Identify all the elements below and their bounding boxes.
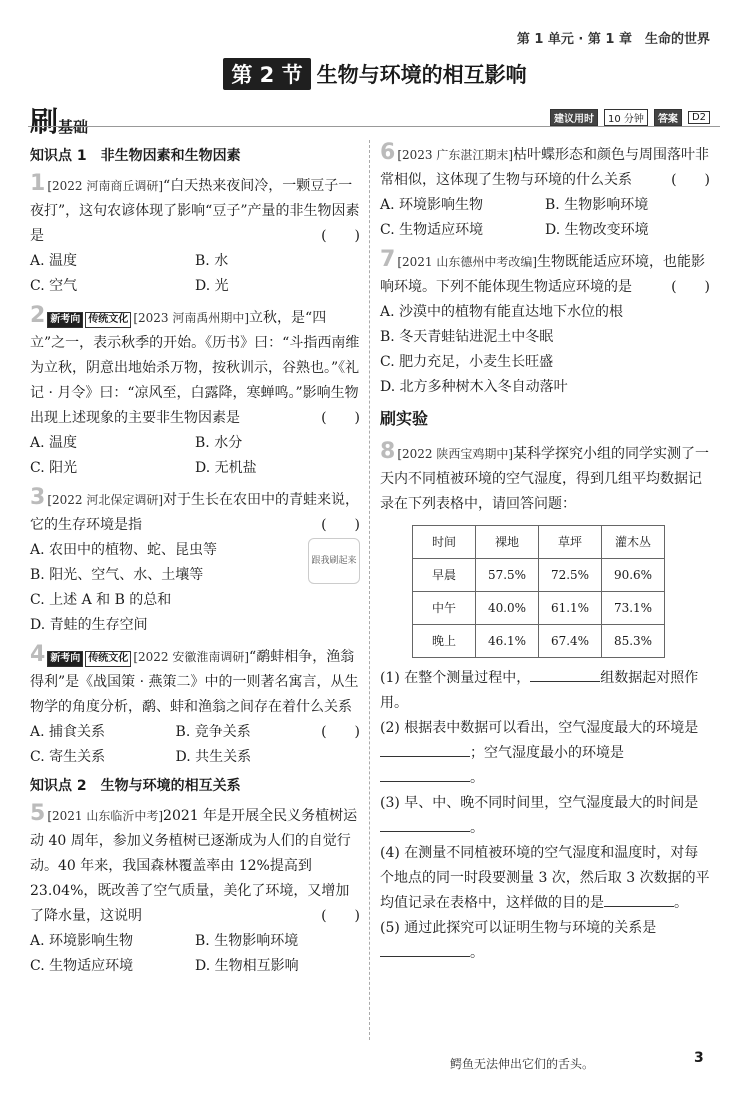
option-a: A. 温度: [30, 253, 78, 269]
question-text: 对于生长在农田中的青蛙来说，它的生存环境是指: [30, 492, 360, 533]
option-a: A. 沙漠中的植物有能直达地下水位的根: [380, 304, 624, 320]
question-number: 5: [30, 801, 46, 826]
sub-question-text: 。: [674, 895, 688, 911]
option-b: B. 冬天青蛙钻进泥土中冬眠: [380, 329, 554, 345]
option-a: A. 环境影响生物: [380, 197, 484, 213]
option-d: D. 青蛙的生存空间: [30, 617, 148, 633]
sub-question-text: (3) 早、中、晚不同时间里，空气湿度最大的时间是: [380, 795, 699, 811]
option-c: C. 生物适应环境: [30, 958, 134, 974]
sub-question-text: 组数据起对照作用。: [380, 670, 699, 711]
culture-tag: 传统文化: [85, 651, 131, 667]
answer-blank[interactable]: [530, 667, 600, 682]
option-b: B. 阳光、空气、水、土壤等: [30, 567, 204, 583]
section-badge: 第 2 节: [223, 58, 310, 90]
table-cell: 46.1%: [476, 625, 539, 658]
sub-question-text: 。: [470, 820, 484, 836]
question-7: [380, 247, 710, 400]
section-title: [0, 58, 750, 90]
answer-paren: ( ): [321, 228, 360, 244]
chapter-label: 第 1 单元 · 第 1 章 生命的世界: [516, 32, 710, 47]
options: [30, 249, 360, 299]
option-d: D. 生物相互影响: [195, 958, 299, 974]
answer-blank[interactable]: [380, 742, 470, 757]
question-number: 1: [30, 171, 46, 196]
time-value: 10 分钟: [604, 109, 648, 126]
question-source: [2022 陕西宝鸡期中]: [397, 447, 514, 461]
sub-question-1: [380, 666, 710, 716]
left-column: [30, 140, 360, 983]
option-d: D. 生物改变环境: [545, 222, 649, 238]
right-column: [380, 140, 710, 970]
table-cell: 90.6%: [602, 559, 665, 592]
answer-blank[interactable]: [380, 942, 470, 957]
time-label: 建议用时: [550, 109, 598, 126]
column-divider: [369, 140, 370, 1040]
knowledge-point-2: 知识点 2 生物与环境的相互关系: [30, 778, 241, 794]
time-box: [550, 109, 710, 126]
option-d: D. 光: [195, 278, 229, 294]
option-b: B. 竞争关系: [175, 724, 251, 740]
sub-question-3: [380, 791, 710, 841]
answer-blank[interactable]: [380, 817, 470, 832]
new-direction-tag: 新考向: [47, 651, 83, 667]
option-a: A. 捕食关系: [30, 724, 106, 740]
options: [30, 431, 360, 481]
sub-question-text: 。: [470, 770, 484, 786]
answer-value: D2: [688, 111, 710, 124]
question-number: 2: [30, 303, 46, 328]
question-number: 3: [30, 485, 46, 510]
table-cell: 早晨: [413, 559, 476, 592]
answer-paren: ( ): [321, 724, 360, 740]
top-bar: [0, 0, 750, 48]
table-cell: 72.5%: [539, 559, 602, 592]
humidity-table: [412, 525, 665, 658]
sub-question-text: ；空气湿度最小的环境是: [470, 745, 624, 761]
brush-small: 基础: [58, 118, 89, 136]
option-b: B. 水: [195, 253, 229, 269]
table-cell: 85.3%: [602, 625, 665, 658]
answer-label: 答案: [654, 109, 682, 126]
sub-question-4: [380, 841, 710, 916]
question-6: [380, 140, 710, 243]
options: [30, 929, 360, 979]
table-cell: 67.4%: [539, 625, 602, 658]
page-number: 3: [694, 1050, 704, 1066]
question-source: [2021 山东德州中考改编]: [397, 255, 538, 269]
options: [30, 538, 360, 638]
sub-question-5: [380, 916, 710, 966]
table-cell: 57.5%: [476, 559, 539, 592]
sub-question-text: 。: [470, 945, 484, 961]
question-number: 6: [380, 140, 396, 165]
knowledge-point-1: 知识点 1 非生物因素和生物因素: [30, 148, 241, 164]
options: [380, 193, 710, 243]
option-c: C. 生物适应环境: [380, 222, 484, 238]
options: [30, 720, 321, 770]
table-cell: 晚上: [413, 625, 476, 658]
option-b: B. 生物影响环境: [545, 197, 649, 213]
table-cell: 中午: [413, 592, 476, 625]
question-4: [30, 642, 360, 770]
sub-question-text: (5) 通过此探究可以证明生物与环境的关系是: [380, 920, 657, 936]
question-5: [30, 801, 360, 979]
brush-big: 刷: [30, 105, 59, 138]
table-header: 草坪: [539, 526, 602, 559]
question-number: 8: [380, 439, 396, 464]
option-d: D. 北方多种树木入冬自动落叶: [380, 379, 568, 395]
answer-paren: ( ): [671, 279, 710, 295]
question-text: 生物既能适应环境，也能影响环境。下列不能体现生物适应环境的是: [380, 254, 706, 295]
question-text: “鹬蚌相争，渔翁得利”是《战国策 · 燕策二》中的一则著名寓言，从生物学的角度分析，鹬、蚌和渔翁之间存在着什么关系: [30, 649, 359, 715]
option-d: D. 无机盐: [195, 460, 257, 476]
question-source: [2023 河南禹州期中]: [133, 311, 250, 325]
brush-heading: [30, 100, 88, 140]
question-source: [2022 安徽淮南调研]: [133, 650, 250, 664]
question-text: “白天热来夜间冷，一颗豆子一夜打”，这句农谚体现了影响“豆子”产量的非生物因素是: [30, 178, 360, 244]
question-source: [2022 河南商丘调研]: [47, 179, 164, 193]
answer-blank[interactable]: [380, 767, 470, 782]
question-3: [30, 485, 360, 638]
new-direction-tag: 新考向: [47, 312, 83, 328]
question-number: 7: [380, 247, 396, 272]
option-c: C. 寄生关系: [30, 749, 106, 765]
question-text: 2021 年是开展全民义务植树运动 40 周年，参加义务植树已逐渐成为人们的自觉行动。40 年来，我国森林覆盖率由 12%提高到 23.04%，既改善了空气质量，美化了环境，又增加了降水量，这说明: [30, 808, 358, 924]
experiment-section-heading: 刷实验: [380, 409, 429, 428]
question-8: [380, 439, 710, 966]
answer-paren: ( ): [321, 517, 360, 533]
question-source: [2021 山东临沂中考]: [47, 809, 164, 823]
option-b: B. 生物影响环境: [195, 933, 299, 949]
options: [380, 300, 710, 400]
sub-question-2: [380, 716, 710, 791]
question-1: [30, 171, 360, 299]
table-header: 裸地: [476, 526, 539, 559]
sub-question-text: (1) 在整个测量过程中，: [380, 670, 531, 686]
option-b: B. 水分: [195, 435, 243, 451]
option-a: A. 温度: [30, 435, 78, 451]
option-c: C. 空气: [30, 278, 78, 294]
option-d: D. 共生关系: [175, 749, 252, 765]
table-header: 灌木丛: [602, 526, 665, 559]
table-row: [413, 559, 665, 592]
option-a: A. 环境影响生物: [30, 933, 134, 949]
table-cell: 73.1%: [602, 592, 665, 625]
option-c: C. 上述 A 和 B 的总和: [30, 592, 172, 608]
question-number: 4: [30, 642, 46, 667]
section-title-text: 生物与环境的相互影响: [316, 63, 527, 87]
table-row: [413, 592, 665, 625]
table-row: [413, 625, 665, 658]
answer-paren: ( ): [321, 410, 360, 426]
table-cell: 61.1%: [539, 592, 602, 625]
question-text: 某科学探究小组的同学实测了一天内不同植被环境的空气湿度，得到几组平均数据记录在下列表格中，请回答问题：: [380, 446, 710, 512]
option-c: C. 肥力充足，小麦生长旺盛: [380, 354, 554, 370]
table-header-row: [413, 526, 665, 559]
table-cell: 40.0%: [476, 592, 539, 625]
option-c: C. 阳光: [30, 460, 78, 476]
culture-tag: 传统文化: [85, 312, 131, 328]
footer-fact: 鳄鱼无法伸出它们的舌头。: [450, 1057, 595, 1071]
answer-blank[interactable]: [604, 892, 674, 907]
mascot-illustration: 跟我刷起来: [308, 538, 360, 584]
sub-question-text: (4) 在测量不同植被环境的空气湿度和温度时，对每个地点的同一时段要测量 3 次，然后取 3 次数据的平均值记录在表格中，这样做的目的是: [380, 845, 710, 911]
table-header: 时间: [413, 526, 476, 559]
question-source: [2022 河北保定调研]: [47, 493, 164, 507]
option-a: A. 农田中的植物、蛇、昆虫等: [30, 542, 218, 558]
question-2: [30, 303, 360, 481]
answer-paren: ( ): [671, 172, 710, 188]
answer-paren: ( ): [321, 908, 360, 924]
question-source: [2023 广东湛江期末]: [397, 148, 514, 162]
question-text: 立秋，是“四立”之一，表示秋季的开始。《历书》曰：“斗指西南维为立秋，阴意出地始杀万物，按秋训示，谷熟也。”《礼记 · 月令》曰：“凉风至，白露降，寒蝉鸣。”影响生物出现上述现象的主要非生物因素是: [30, 310, 360, 426]
sub-question-text: (2) 根据表中数据可以看出，空气湿度最大的环境是: [380, 720, 699, 736]
header-rule: [28, 126, 720, 127]
question-text: 枯叶蝶形态和颜色与周围落叶非常相似，这体现了生物与环境的什么关系: [380, 147, 710, 188]
